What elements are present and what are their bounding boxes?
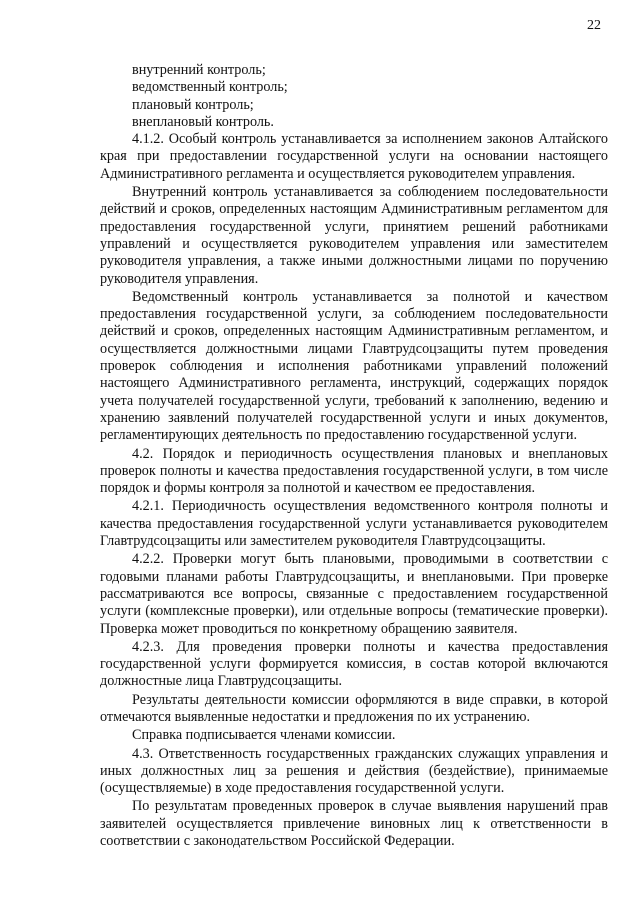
control-type-internal: внутренний контроль;: [132, 62, 266, 78]
control-type-departmental: ведомственный контроль;: [132, 79, 288, 96]
paragraph-liability: По результатам проведенных проверок в случае выявления нарушений прав заявителей осуществляется привлечение виновных лиц к ответственности в соответствии с законодательством Российской Федерации.: [100, 798, 608, 850]
paragraph-4-3: 4.3. Ответственность государственных гражданских служащих управления и иных должностных лиц за решения и действия (бездействие), принимаемые (осуществляемые) в ходе предоставления государственной услуги.: [100, 745, 608, 797]
document-body: [100, 62, 608, 851]
paragraph-4-2: 4.2. Порядок и периодичность осуществления плановых и внеплановых проверок полноты и качества предоставления государственной услуги, в том числе порядок и формы контроля за полнотой и качеством ее предоставления.: [100, 445, 608, 497]
paragraph-4-2-3: 4.2.3. Для проведения проверки полноты и качества предоставления государственной услуги формируется комиссия, в состав которой включаются должностные лица Главтрудсоцзащиты.: [100, 638, 608, 690]
paragraph-commission-results: Результаты деятельности комиссии оформляются в виде справки, в которой отмечаются выявленные недостатки и предложения по их устранению.: [100, 691, 608, 725]
paragraph-departmental-control: Ведомственный контроль устанавливается за полнотой и качеством предоставления государственной услуги, за соблюдением последовательности действий и сроков, определенных настоящим Административным регламентом, и осуществляется должностными лицами Главтрудсоцзащиты путем проведения проверок соблюдения и исполнения работниками управлений положений настоящего Административного регламента, инструкций, содержащих порядок учета получателей государственной услуги, требований к заполнению, ведению и хранению заявлений получателей государственной услуги и иных документов, регламентирующих деятельность по предоставлению государственной услуги.: [100, 288, 608, 444]
control-type-planned: плановый контроль;: [132, 96, 254, 113]
paragraph-report-signing: Справка подписывается членами комиссии.: [132, 727, 396, 744]
paragraph-4-1-2: 4.1.2. Особый контроль устанавливается за исполнением законов Алтайского края при предоставлении государственной услуги на основании настоящего Административного регламента и осуществляется руководителем управления.: [100, 131, 608, 182]
paragraph-4-2-1: 4.2.1. Периодичность осуществления ведомственного контроля полноты и качества предоставления государственной услуги устанавливается руководителем Главтрудсоцзащиты или заместителем руководителя Главтрудсоцзащиты.: [100, 498, 608, 550]
paragraph-4-2-2: 4.2.2. Проверки могут быть плановыми, проводимыми в соответствии с годовыми планами работы Главтрудсоцзащиты, и внеплановыми. При проверке рассматриваются все вопросы, связанные с предоставлением государственной услуги (комплексные проверки), или отдельные вопросы (тематические проверки). Проверка может проводиться по конкретному обращению заявителя.: [100, 551, 608, 637]
paragraph-internal-control: Внутренний контроль устанавливается за соблюдением последовательности действий и сроков, определенных настоящим Административным регламентом для предоставления государственной услуги, принятием решений работниками управлений и осуществляется руководителем управления или заместителем руководителя управления, а также иными должностными лицами по поручению руководителя управления.: [100, 184, 608, 287]
control-type-unplanned: внеплановый контроль.: [132, 113, 274, 130]
page-number: 22: [587, 18, 601, 33]
